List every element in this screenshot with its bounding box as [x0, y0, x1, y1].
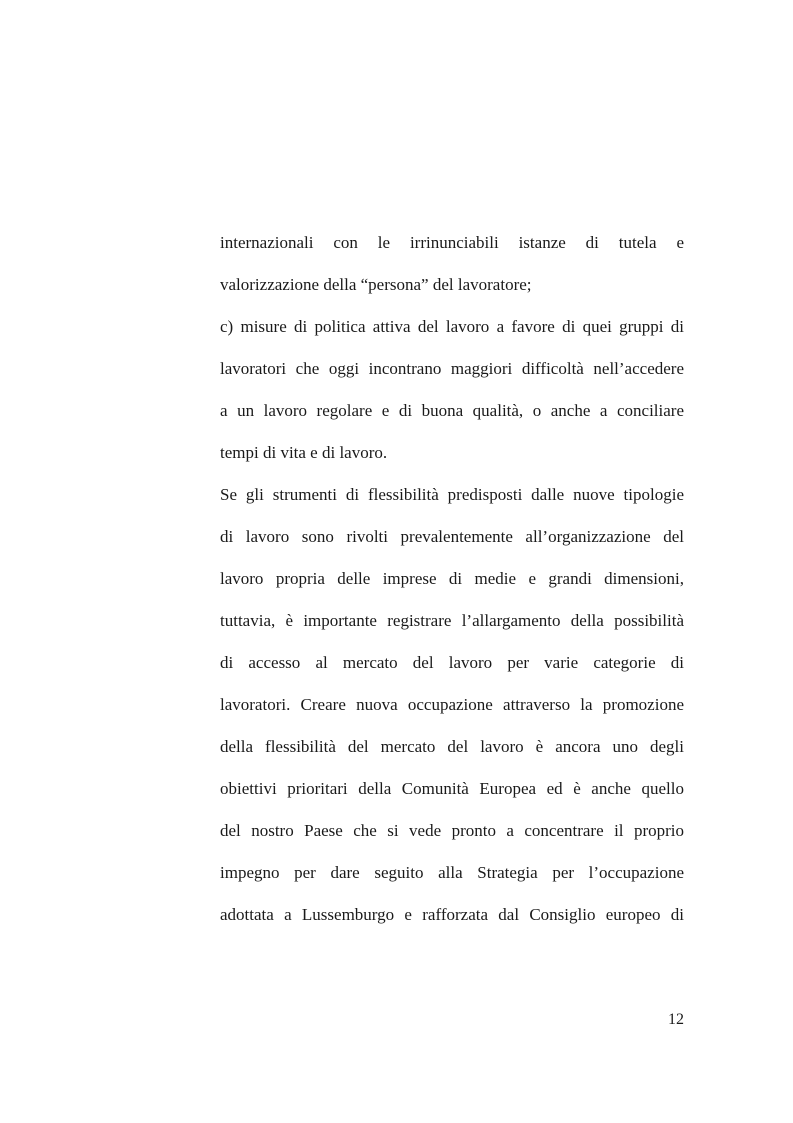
body-text — [220, 230, 684, 944]
text-line: obiettivi prioritari della Comunità Europea ed è anche quello — [220, 779, 684, 798]
page-number: 12 — [668, 1011, 684, 1028]
text-line: della flessibilità del mercato del lavoro è ancora uno degli — [220, 737, 684, 756]
text-line: impegno per dare seguito alla Strategia per l’occupazione — [220, 863, 684, 882]
text-line: tempi di vita e di lavoro. — [220, 443, 388, 462]
text-line: lavoratori che oggi incontrano maggiori difficoltà nell’accedere — [220, 359, 684, 378]
text-line: a un lavoro regolare e di buona qualità, o anche a conciliare — [220, 401, 684, 420]
text-line: di lavoro sono rivolti prevalentemente all’organizzazione del — [220, 527, 684, 546]
text-line: adottata a Lussemburgo e rafforzata dal Consiglio europeo di — [220, 905, 684, 924]
text-line: internazionali con le irrinunciabili istanze di tutela e — [220, 233, 684, 252]
text-line: lavoratori. Creare nuova occupazione attraverso la promozione — [220, 695, 684, 714]
text-line: valorizzazione della “persona” del lavoratore; — [220, 275, 532, 294]
text-line: tuttavia, è importante registrare l’allargamento della possibilità — [220, 611, 684, 630]
text-line: del nostro Paese che si vede pronto a concentrare il proprio — [220, 821, 684, 840]
text-line: c) misure di politica attiva del lavoro a favore di quei gruppi di — [220, 317, 684, 336]
text-line: di accesso al mercato del lavoro per varie categorie di — [220, 653, 684, 672]
text-line: Se gli strumenti di flessibilità predisposti dalle nuove tipologie — [220, 485, 684, 504]
text-line: lavoro propria delle imprese di medie e grandi dimensioni, — [220, 569, 684, 588]
